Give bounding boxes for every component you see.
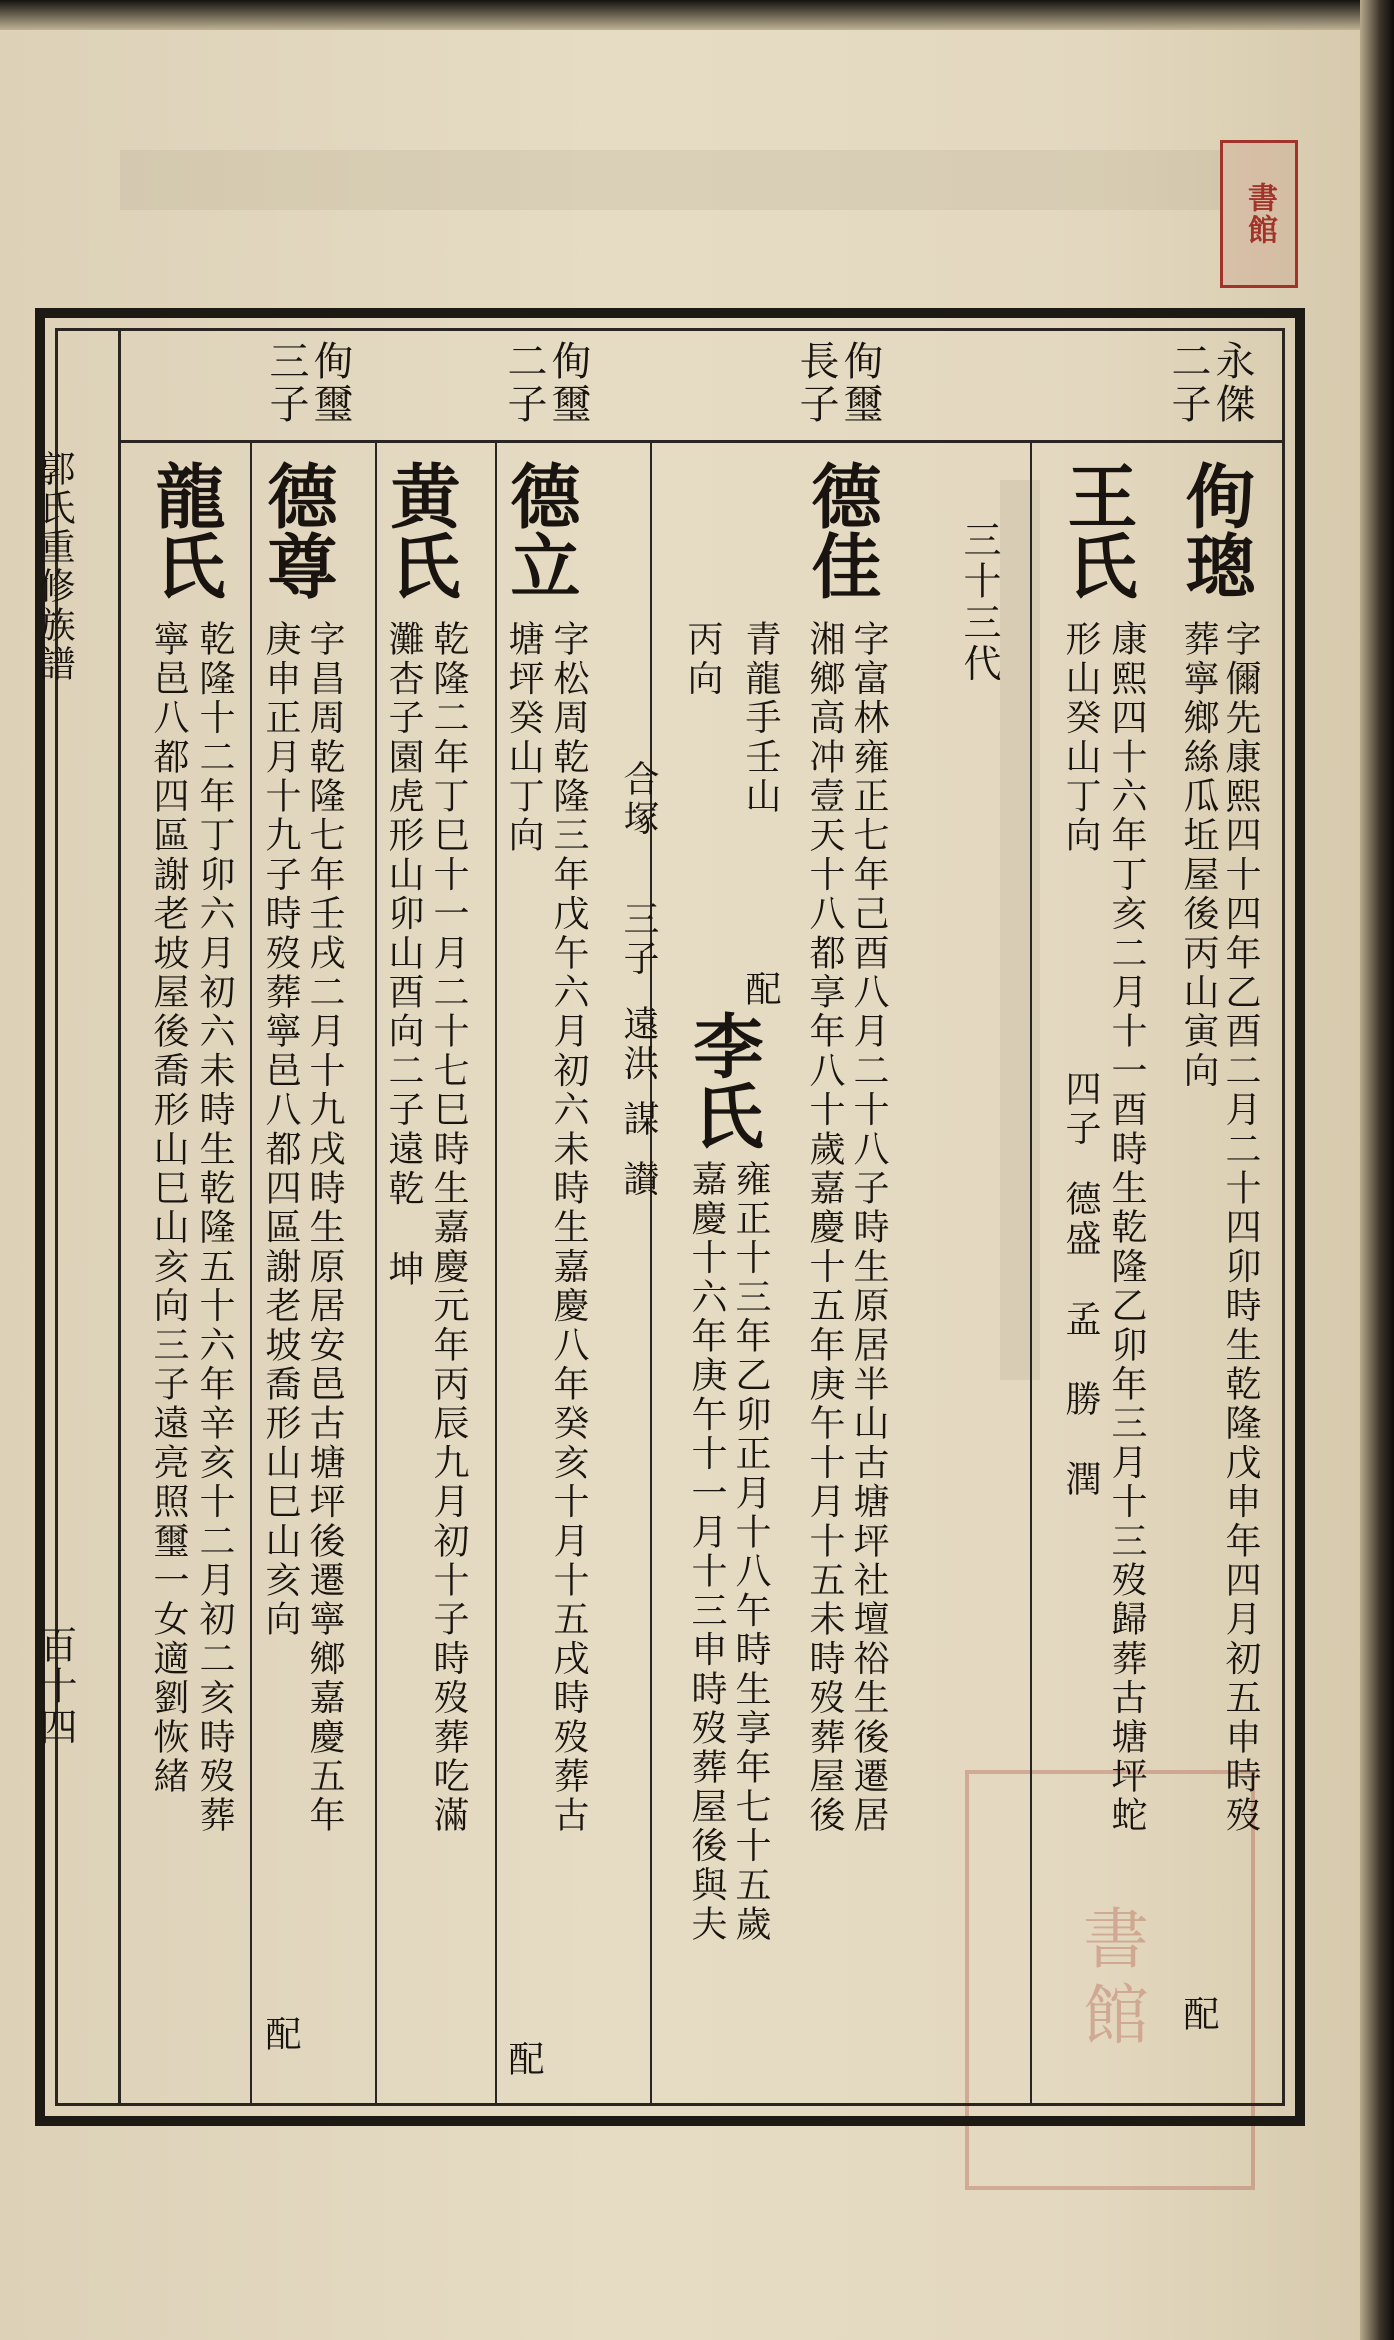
page-number: 百十四 xyxy=(33,1625,77,1748)
spouse-name: 李氏 xyxy=(682,1010,765,1150)
person-name: 侚璁 xyxy=(1174,460,1257,600)
person-record: 塘坪癸山丁向 xyxy=(503,620,544,856)
top-edge-shadow xyxy=(0,0,1372,30)
person-record: 字富林雍正七年己酉八月二十八子時生原居半山古塘坪社壇𥙿生後遷居 xyxy=(848,620,889,1836)
spouse-marker: 配 xyxy=(503,2040,544,2080)
binding-edge-shadow xyxy=(1360,0,1394,2340)
son-name: 潤 xyxy=(1060,1460,1101,1500)
person-record: 葬寧鄉絲瓜坵屋後丙山寅向 xyxy=(1178,620,1219,1091)
son-name: 謀 xyxy=(618,1100,659,1140)
book-title: 郭氏重修族譜 xyxy=(34,450,75,684)
person-record: 字松周乾隆三年戊午六月初六未時生嘉慶八年癸亥十月十五戌時歿葬古 xyxy=(548,620,589,1836)
son-name: 遠乾 xyxy=(383,1130,424,1209)
spouse-record: 康熙四十六年丁亥二月十一酉時生乾隆乙卯年三月十三歿歸葬古塘坪蛇 xyxy=(1106,620,1147,1836)
spouse-record: 乾隆十二年丁卯六月初六未時生乾隆五十六年辛亥十二月初二亥時歿葬 xyxy=(194,620,235,1836)
spouse-record: 嘉慶十六年庚午十一月十三申時歿葬屋後與夫 xyxy=(686,1160,727,1944)
bleed-through-stain xyxy=(120,150,1220,210)
spouse-record: 雍正十三年乙卯正月十八午時生享年七十五歲 xyxy=(730,1160,771,1944)
person-record: 丙向 xyxy=(682,620,723,699)
header-father-3: 侚璽 xyxy=(545,340,591,426)
sons-count: 三子 xyxy=(618,900,659,979)
spouse-marker: 配 xyxy=(1178,1995,1219,2035)
header-rank-4: 三子 xyxy=(263,340,309,426)
header-rank-2: 長子 xyxy=(793,340,839,426)
column-rule xyxy=(495,440,497,2106)
header-father-2: 侚璽 xyxy=(837,340,883,426)
collector-seal-large: 書館 xyxy=(965,1770,1255,2190)
spouse-record: 乾隆二年丁巳十一月二十七巳時生嘉慶元年丙辰九月初十子時歿葬吃滿 xyxy=(428,620,469,1836)
person-name: 德佳 xyxy=(800,460,883,600)
son-name: 坤 xyxy=(383,1250,424,1290)
generation-marker: 三十三代 xyxy=(957,520,1001,685)
column-rule xyxy=(250,440,252,2106)
spouse-name: 龍氏 xyxy=(144,460,227,600)
spouse-record: 寧邑八都四區謝老坡屋後喬形山巳山亥向三子遠亮照璽一女適劉恢緒 xyxy=(148,620,189,1796)
person-record: 字昌周乾隆七年壬戌二月十九戌時生原居安邑古塘坪後遷寧鄉嘉慶五年 xyxy=(304,620,345,1836)
spouse-name: 黄氏 xyxy=(379,460,462,600)
person-record: 庚申正月十九子時歿葬寧邑八都四區謝老坡喬形山巳山亥向 xyxy=(260,620,301,1640)
sons-count: 四子 xyxy=(1060,1070,1101,1149)
header-father-1: 永傑 xyxy=(1209,340,1255,426)
spouse-name: 王氏 xyxy=(1056,460,1139,600)
person-name: 德尊 xyxy=(256,460,339,600)
spine-rule xyxy=(118,328,121,2106)
son-name: 孟 xyxy=(1060,1300,1101,1340)
header-father-4: 侚璽 xyxy=(307,340,353,426)
son-name: 遠洪 xyxy=(618,1005,659,1084)
spouse-record: 形山癸山丁向 xyxy=(1060,620,1101,856)
son-name: 勝 xyxy=(1060,1380,1101,1420)
person-record: 湘鄉高冲壹天十八都享年八十歲嘉慶十五年庚午十月十五未時歿葬屋後 xyxy=(804,620,845,1836)
header-rank-1: 二子 xyxy=(1165,340,1211,426)
person-record: 青龍手壬山 xyxy=(740,620,781,816)
son-name: 讃 xyxy=(618,1160,659,1200)
person-record: 字儞先康熙四十四年乙酉二月二十四卯時生乾隆戊申年四月初五申時歿 xyxy=(1220,620,1261,1836)
burial-note: 合塚 xyxy=(618,760,659,839)
column-rule xyxy=(375,440,377,2106)
column-rule xyxy=(1030,440,1032,2106)
collector-seal-top: 書館 xyxy=(1220,140,1298,288)
spouse-marker: 配 xyxy=(740,970,781,1010)
son-name: 德盛 xyxy=(1060,1180,1101,1259)
spouse-record: 灘杏子園虎形山卯山酉向二子 xyxy=(383,620,424,1130)
header-rule xyxy=(120,440,1285,443)
header-rank-3: 二子 xyxy=(501,340,547,426)
person-name: 德立 xyxy=(499,460,582,600)
column-rule xyxy=(650,440,652,2106)
spouse-marker: 配 xyxy=(260,2015,301,2055)
